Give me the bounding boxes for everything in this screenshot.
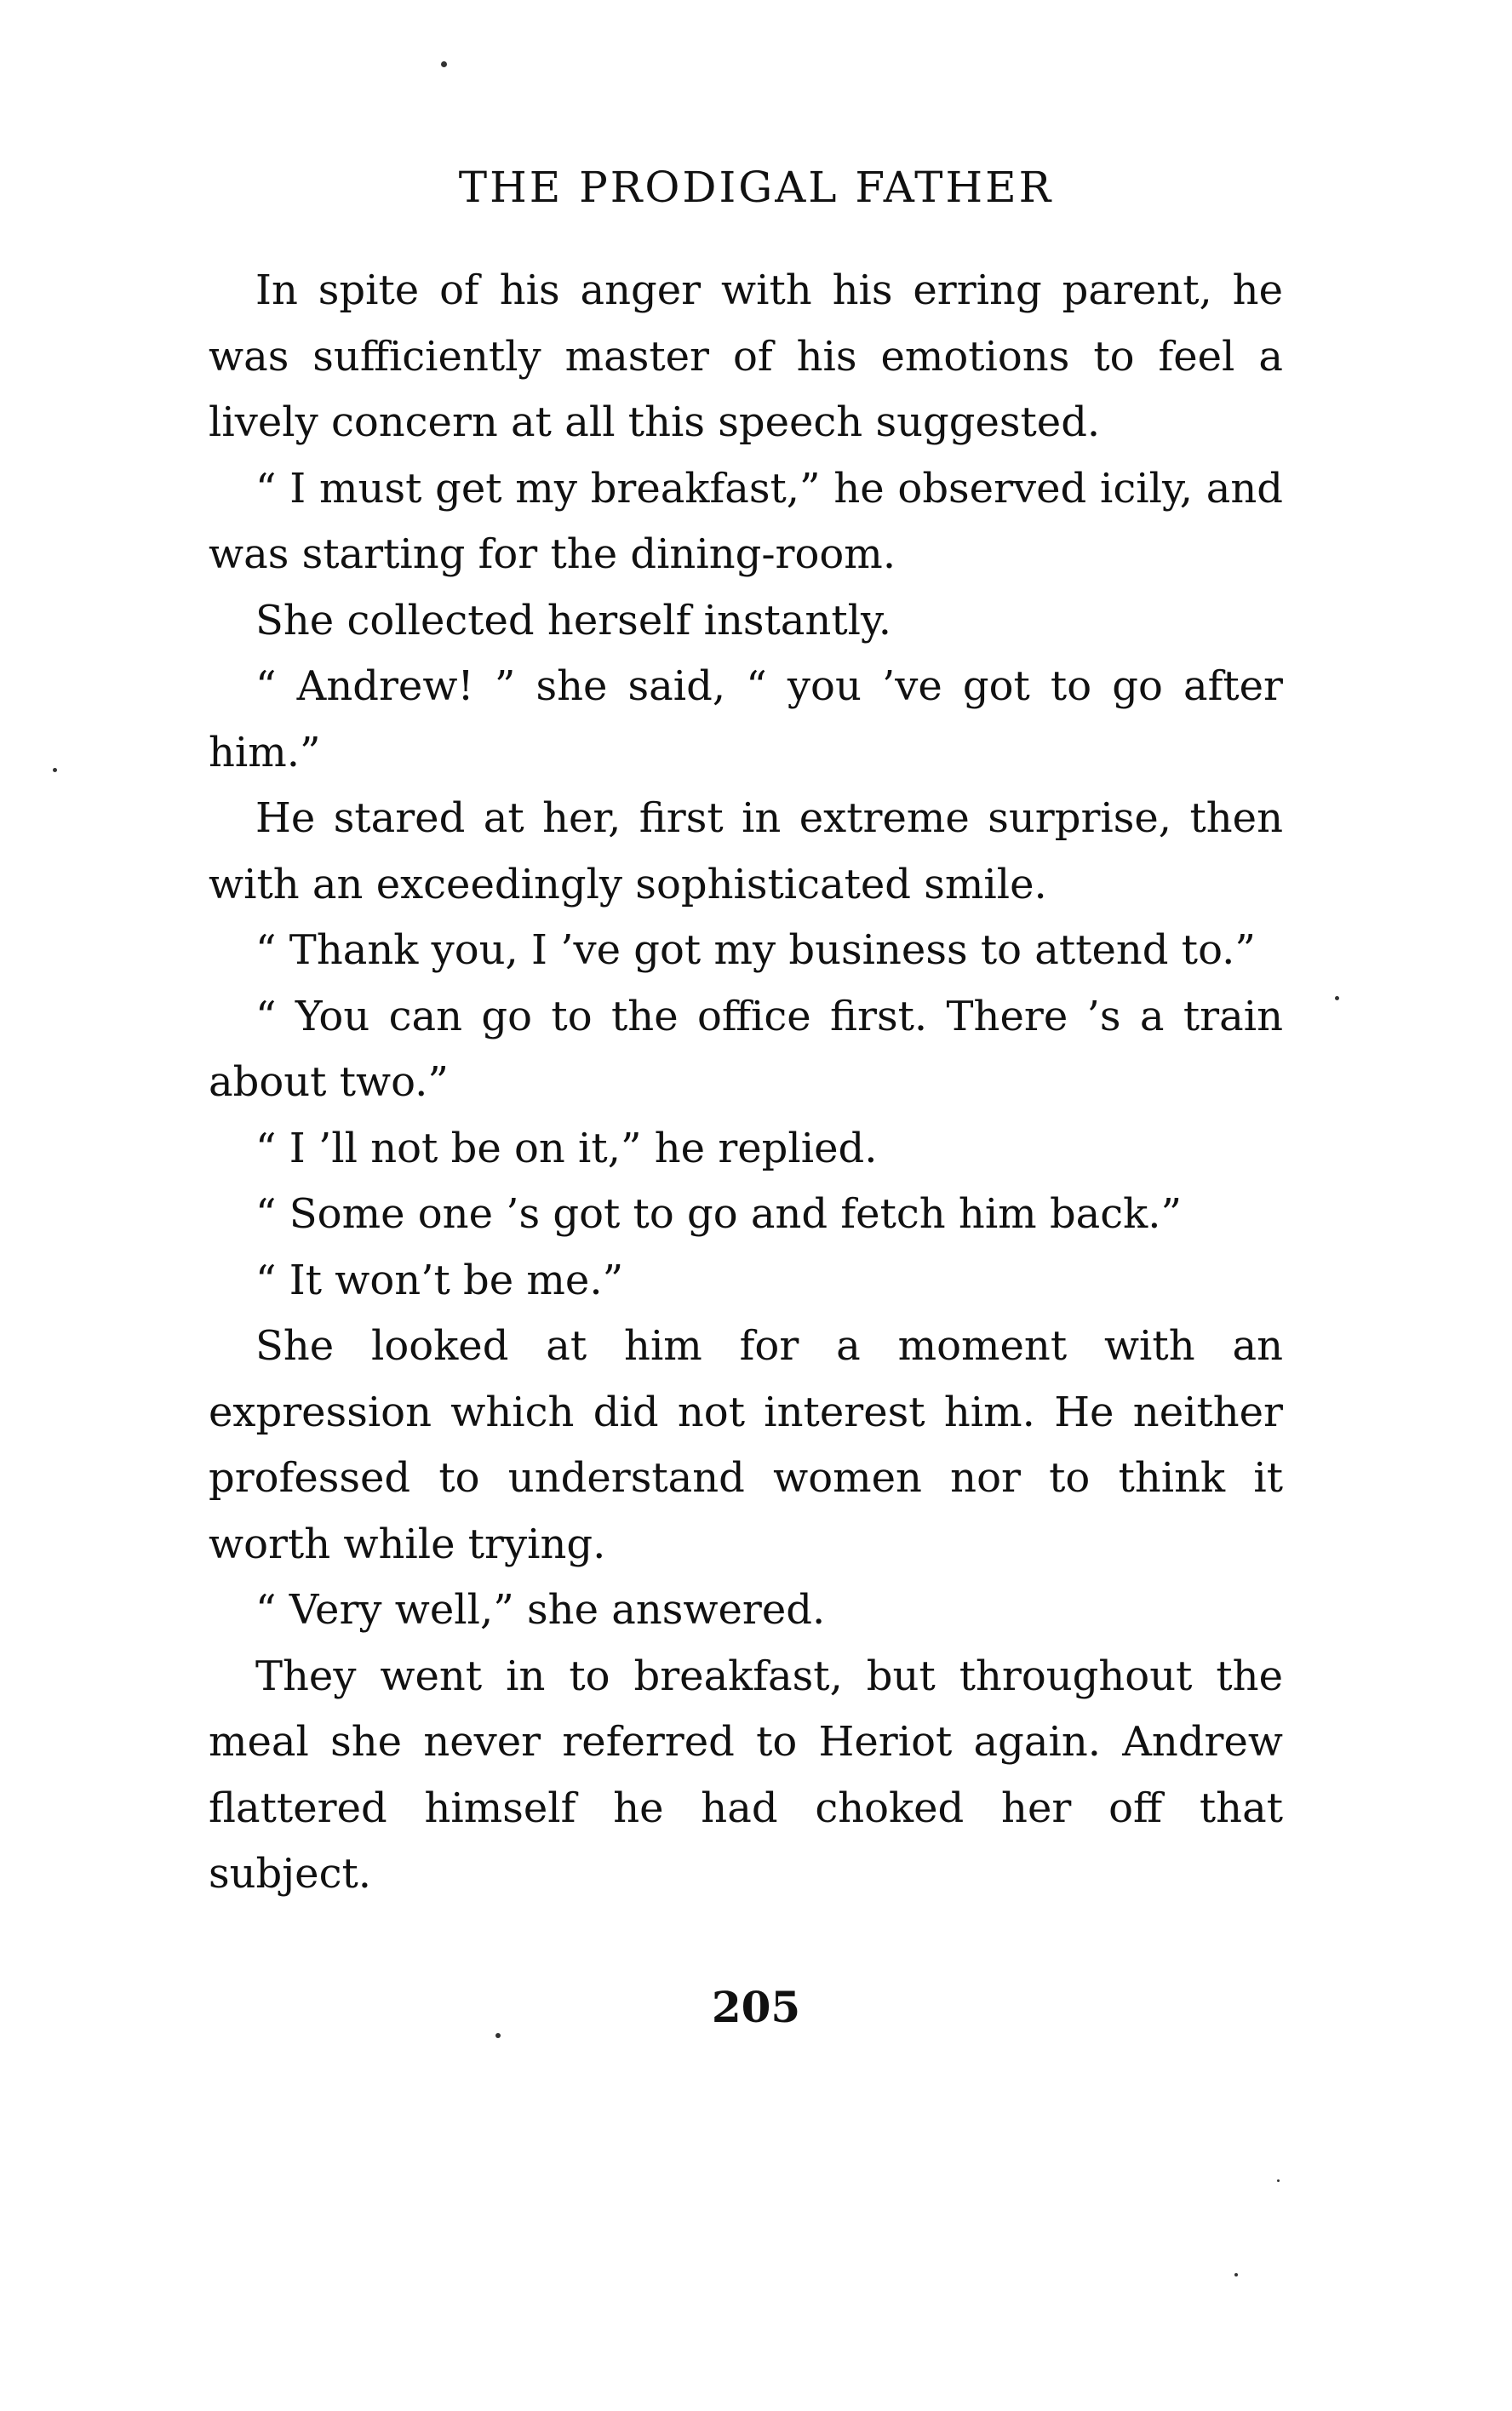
running-head: THE PRODIGAL FATHER [458, 163, 1054, 212]
scan-speck [1335, 996, 1339, 1000]
paragraph: “ Very well,” she answered. [255, 1586, 826, 1634]
paragraph: She collected herself instantly. [255, 596, 891, 644]
paragraph: They went in to breakfast, but throughout the meal she never referred to Heriot again. Andrew flattered himself he had choked her off that subject. [209, 1652, 1283, 1898]
scan-speck [495, 2033, 501, 2038]
paragraph: He stared at her, first in extreme surprise, then with an exceedingly sophisticated smile. [209, 794, 1283, 908]
paragraph: “ It won’t be me.” [255, 1256, 624, 1304]
paragraph: “ I must get my breakfast,” he observed icily, and was starting for the dining-room. [209, 464, 1283, 578]
paragraph: In spite of his anger with his erring parent, he was sufficiently master of his emotions to feel a lively concern at all this speech suggested. [209, 266, 1283, 446]
paragraph: “ You can go to the office first. There ’s a train about two.” [209, 992, 1283, 1106]
paragraph: “ Andrew! ” she said, “ you ’ve got to go after him.” [209, 662, 1283, 776]
scan-speck [1277, 2179, 1280, 2182]
scan-speck [441, 61, 447, 67]
paragraph: “ Thank you, I ’ve got my business to attend to.” [255, 926, 1256, 974]
paragraph: She looked at him for a moment with an expression which did not interest him. He neither professed to understand women nor to think it worth while trying. [209, 1322, 1283, 1568]
page-number: 205 [711, 1982, 801, 2032]
paragraph: “ I ’ll not be on it,” he replied. [255, 1124, 878, 1172]
body-text [209, 258, 1283, 1908]
scan-speck [53, 768, 57, 772]
paragraph: “ Some one ’s got to go and fetch him back.” [255, 1190, 1183, 1238]
scan-speck [1234, 2273, 1238, 2276]
